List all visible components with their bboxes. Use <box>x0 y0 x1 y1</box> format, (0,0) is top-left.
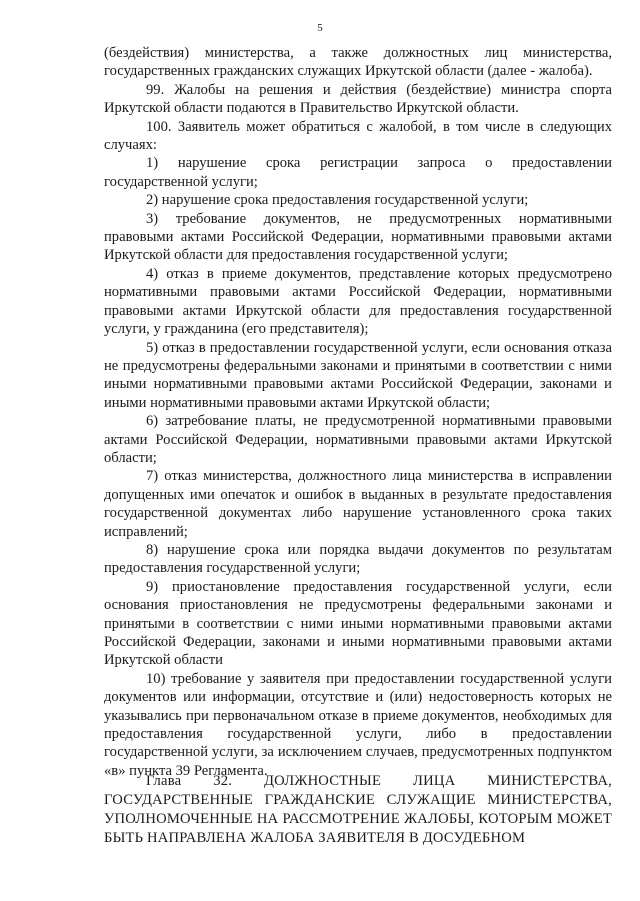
chapter-heading: Глава 32. ДОЛЖНОСТНЫЕ ЛИЦА МИНИСТЕРСТВА, ГОСУДАРСТВЕННЫЕ ГРАЖДАНСКИЕ СЛУЖАЩИЕ МИНИСТЕРСТВА, УПОЛНОМОЧЕННЫЕ НА РАССМОТРЕНИЕ ЖАЛОБЫ, КОТОРЫМ МОЖЕТ БЫТЬ НАПРАВЛЕНА ЖАЛОБА ЗАЯВИТЕЛЯ В ДОСУДЕБНОМ <box>104 773 612 846</box>
list-item-10: 10) требование у заявителя при предоставлении государственной услуги документов или информации, отсутствие и (или) недостоверность которых не указывались при первоначальном отказе в приеме документов, необходимых для предоставления государственной услуги, либо в предоставлении государственной услуги, за исключением случаев, предусмотренных подпунктом «в» пункта 39 Регламента. <box>104 670 612 779</box>
page-number: 5 <box>317 22 323 34</box>
list-item-5: 5) отказ в предоставлении государственной услуги, если основания отказа не предусмотрены федеральными законами и принятыми в соответствии с ними иными нормативными правовыми актами Российской Федерации, законами и иными нормативными правовыми актами Иркутской области; <box>104 339 612 411</box>
list-item-3: 3) требование документов, не предусмотренных нормативными правовыми актами Российской Федерации, нормативными правовыми актами Иркутской области для предоставления государственной услуги; <box>104 210 612 264</box>
paragraph-99: 99. Жалобы на решения и действия (бездействие) министра спорта Иркутской области подаются в Правительство Иркутской области. <box>104 81 612 117</box>
list-item-6: 6) затребование платы, не предусмотренной нормативными правовыми актами Российской Федерации, нормативными правовыми актами Иркутской области; <box>104 413 612 466</box>
document-body <box>104 44 612 780</box>
list-item-7: 7) отказ министерства, должностного лица министерства в исправлении допущенных ими опечаток и ошибок в выданных в результате предоставления государственной документах либо нарушение установленного срока таких исправлений; <box>104 468 612 540</box>
paragraph-complaint-definition: (бездействия) министерства, а также должностных лиц министерства, государственных гражданских служащих Иркутской области (далее - жалоба). <box>104 45 612 80</box>
list-item-4: 4) отказ в приеме документов, представление которых предусмотрено нормативными правовыми актами Российской Федерации, нормативными правовыми актами Иркутской области для предоставления государственной услуги, у гражданина (его представителя); <box>104 265 612 338</box>
list-item-1: 1) нарушение срока регистрации запроса о предоставлении государственной услуги; <box>104 155 612 190</box>
paragraph-100: 100. Заявитель может обратиться с жалобой, в том числе в следующих случаях: <box>104 118 612 154</box>
list-item-2: 2) нарушение срока предоставления государственной услуги; <box>146 192 529 209</box>
list-item-9: 9) приостановление предоставления государственной услуги, если основания приостановления не предусмотрены федеральными законами и принятыми в соответствии с ними иными нормативными правовыми актами Российской Федерации, законами и иными нормативными правовыми актами Иркутской области <box>104 578 612 669</box>
list-item-8: 8) нарушение срока или порядка выдачи документов по результатам предоставления государственной услуги; <box>104 541 612 577</box>
